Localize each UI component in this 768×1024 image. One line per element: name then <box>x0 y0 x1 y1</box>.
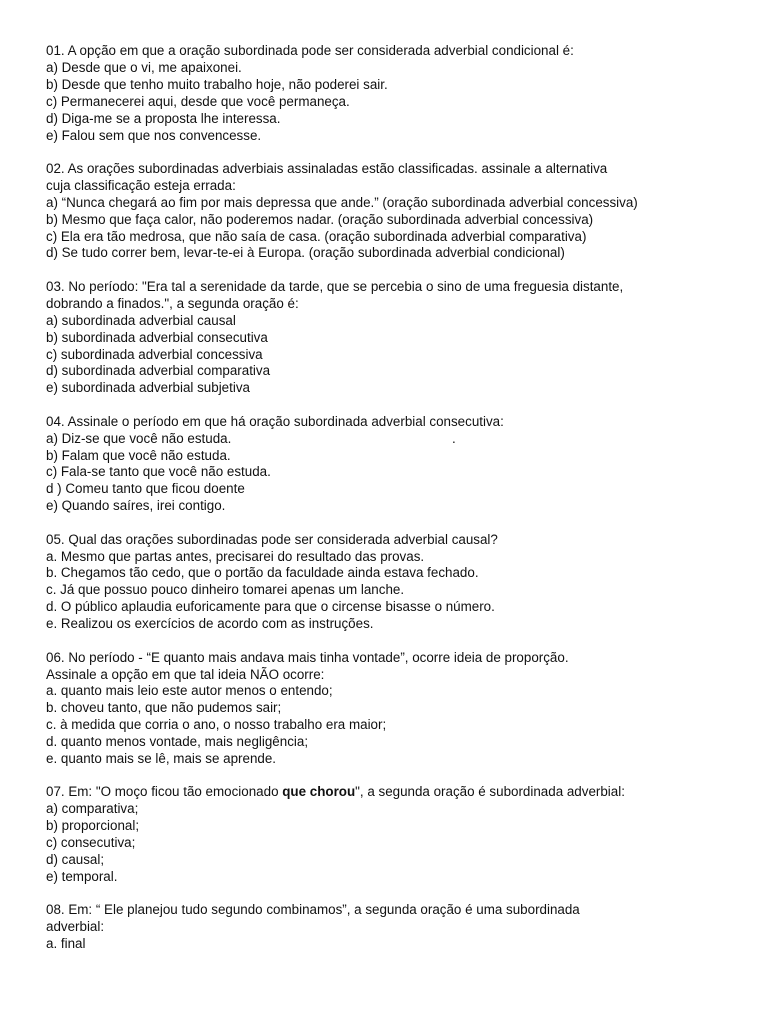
question-01-option-c: c) Permanecerei aqui, desde que você permaneça. <box>46 93 350 109</box>
question-02-option-a: a) “Nunca chegará ao fim por mais depressa que ande.” (oração subordinada adverbial concessiva) <box>46 194 638 210</box>
question-04-option-a: a) Diz-se que você não estuda. <box>46 430 232 446</box>
question-05-option-b: b. Chegamos tão cedo, que o portão da faculdade ainda estava fechado. <box>46 565 479 581</box>
question-01-stem: 01. A opção em que a oração subordinada pode ser considerada adverbial condicional é: <box>46 43 574 58</box>
question-02-option-d: d) Se tudo correr bem, levar-te-ei à Europa. (oração subordinada adverbial condicional) <box>46 245 565 261</box>
question-05-option-d: d. O público aplaudia euforicamente para que o circense bisasse o número. <box>46 599 495 615</box>
question-04-stem: 04. Assinale o período em que há oração subordinada adverbial consecutiva: <box>46 413 504 429</box>
question-07-option-c: c) consecutiva; <box>46 835 136 851</box>
question-07-option-e: e) temporal. <box>46 868 118 884</box>
question-01-option-a: a) Desde que o vi, me apaixonei. <box>46 59 242 75</box>
question-07-option-a: a) comparativa; <box>46 801 139 817</box>
question-07-stem <box>46 784 746 801</box>
question-03 <box>46 279 746 397</box>
question-02-option-b: b) Mesmo que faça calor, não poderemos nadar. (oração subordinada adverbial concessiva) <box>46 211 594 227</box>
question-05-option-c: c. Já que possuo pouco dinheiro tomarei apenas um lanche. <box>46 582 405 598</box>
question-03-stem-line2: dobrando a finados.", a segunda oração é: <box>46 295 299 311</box>
question-01 <box>46 43 746 144</box>
question-06-option-a: a. quanto mais leio este autor menos o entendo; <box>46 683 333 699</box>
question-06-stem-line1: 06. No período - “E quanto mais andava mais tinha vontade”, ocorre ideia de proporção. <box>46 649 569 665</box>
question-07-option-b: b) proporcional; <box>46 818 140 834</box>
question-03-option-d: d) subordinada adverbial comparativa <box>46 363 271 379</box>
question-05-stem: 05. Qual das orações subordinadas pode ser considerada adverbial causal? <box>46 531 498 547</box>
question-02 <box>46 161 746 262</box>
exercise-sheet <box>46 43 746 970</box>
question-01-option-e: e) Falou sem que nos convencesse. <box>46 127 262 143</box>
question-01-option-d: d) Diga-me se a proposta lhe interessa. <box>46 110 281 126</box>
question-03-option-a: a) subordinada adverbial causal <box>46 312 236 328</box>
question-03-stem-line1: 03. No período: "Era tal a serenidade da tarde, que se percebia o sino de uma freguesia distante, <box>46 278 624 294</box>
question-08-option-a: a. final <box>46 936 86 952</box>
question-06-option-c: c. à medida que corria o ano, o nosso trabalho era maior; <box>46 717 387 733</box>
question-04 <box>46 414 746 515</box>
question-07 <box>46 784 746 885</box>
question-06-option-d: d. quanto menos vontade, mais negligência; <box>46 734 309 750</box>
question-08-stem-line1: 08. Em: “ Ele planejou tudo segundo combinamos”, a segunda oração é uma subordinada <box>46 902 580 918</box>
question-03-option-b: b) subordinada adverbial consecutiva <box>46 329 268 345</box>
question-04-option-a-row <box>46 431 746 448</box>
question-04-option-e: e) Quando saíres, irei contigo. <box>46 498 226 514</box>
question-03-option-e: e) subordinada adverbial subjetiva <box>46 380 250 396</box>
stray-mark: . <box>452 430 456 446</box>
question-08 <box>46 902 746 953</box>
question-08-stem-line2: adverbial: <box>46 919 105 935</box>
question-04-option-d: d ) Comeu tanto que ficou doente <box>46 481 245 497</box>
question-06 <box>46 650 746 768</box>
question-05-option-e: e. Realizou os exercícios de acordo com as instruções. <box>46 616 374 632</box>
question-03-option-c: c) subordinada adverbial concessiva <box>46 346 263 362</box>
question-01-option-b: b) Desde que tenho muito trabalho hoje, não poderei sair. <box>46 76 388 92</box>
question-06-option-e: e. quanto mais se lê, mais se aprende. <box>46 751 277 767</box>
question-05-option-a: a. Mesmo que partas antes, precisarei do resultado das provas. <box>46 548 425 564</box>
question-02-stem-line2: cuja classificação esteja errada: <box>46 177 236 193</box>
question-05 <box>46 532 746 633</box>
question-02-stem-line1: 02. As orações subordinadas adverbiais assinaladas estão classificadas. assinale a alternativa <box>46 160 608 176</box>
question-02-option-c: c) Ela era tão medrosa, que não saía de casa. (oração subordinada adverbial comparativa) <box>46 228 587 244</box>
question-07-option-d: d) causal; <box>46 852 105 868</box>
question-07-stem-bold: que chorou <box>282 784 356 800</box>
question-04-option-b: b) Falam que você não estuda. <box>46 447 231 463</box>
question-07-stem-after: ", a segunda oração é subordinada adverbial: <box>355 784 625 800</box>
question-06-stem-line2: Assinale a opção em que tal ideia NÃO ocorre: <box>46 666 325 682</box>
question-06-option-b: b. choveu tanto, que não pudemos sair; <box>46 700 282 716</box>
question-07-stem-before: 07. Em: "O moço ficou tão emocionado <box>46 784 283 800</box>
question-04-option-c: c) Fala-se tanto que você não estuda. <box>46 464 271 480</box>
